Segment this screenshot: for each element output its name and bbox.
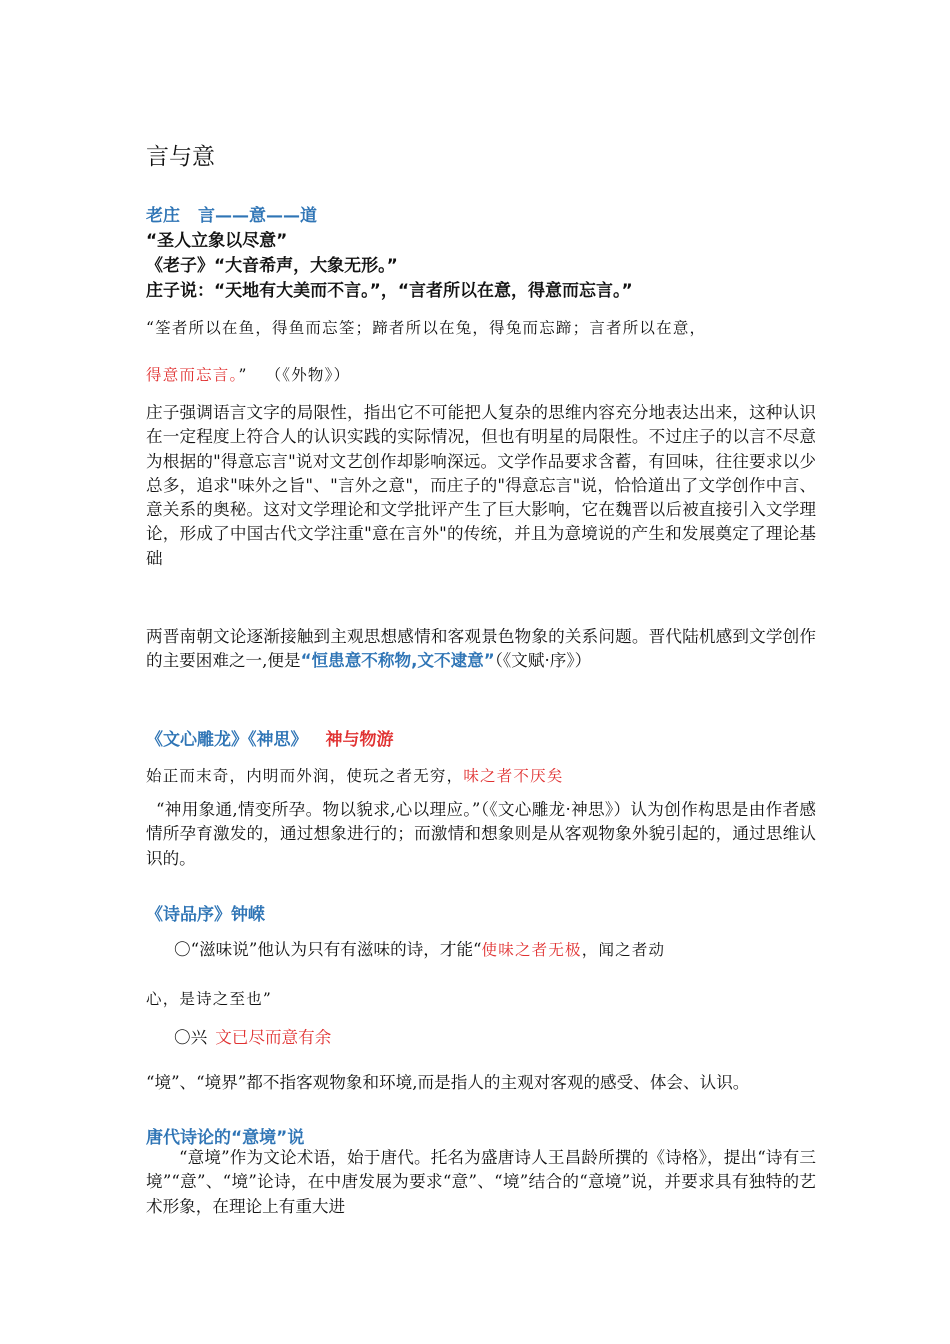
quote-red-text: 得意而忘言。 <box>146 366 239 384</box>
quote-zhuangzi: 庄子说：“天地有大美而不言。”，“言者所以在意，得意而忘言。” <box>146 281 633 301</box>
item-xing-text: 〇兴 <box>174 1028 208 1047</box>
heading-wenxin: 《文心雕龙》《神思》 <box>146 730 308 750</box>
line-shizheng-red: 味之者不厌矣 <box>463 767 564 785</box>
section-heading-wenxin <box>146 725 816 750</box>
quote-waiwu-line <box>146 363 816 385</box>
page-title: 言与意 <box>146 144 215 170</box>
item-ziwei <box>146 936 844 960</box>
heading-laozhuang: 老庄 <box>146 206 180 226</box>
quote-quan-line: “筌者所以在鱼，得鱼而忘筌；蹄者所以在兔，得兔而忘蹄；言者所以在意， <box>146 319 707 337</box>
quote-close-mark: ” <box>238 366 248 384</box>
paragraph-liangjin-highlight: “恒患意不称物,文不逮意” <box>300 651 495 671</box>
item-ziwei-text: 〇“滋味说”他认为只有有滋味的诗，才能“ <box>174 940 482 959</box>
heading-yan-yi-dao: 言——意——道 <box>198 206 317 226</box>
section-heading-yijing: 唐代诗论的“意境”说 <box>146 1128 305 1148</box>
paragraph-liangjin-source: （《文赋·序》） <box>494 651 592 671</box>
item-ziwei-red: 使味之者无极 <box>481 941 582 959</box>
item-ziwei-continued: 心，是诗之至也” <box>146 990 273 1008</box>
section-heading-shipin: 《诗品序》钟嵘 <box>146 905 265 925</box>
item-ziwei-tail: ，闻之者动 <box>581 941 666 959</box>
heading-shenyuwuyou: 神与物游 <box>325 730 394 750</box>
paragraph-zhuangzi: 庄子强调语言文字的局限性，指出它不可能把人复杂的思维内容充分地表达出来，这种认识在一定程度上符合人的认识实践的实际情况，但也有明星的局限性。不过庄子的以言不尽意为根据的"得意忘言"说对文艺创作却影响深远。文学作品要求含蓄，有回味，往往要求以少总多，追求"味外之旨"、"言外之意"，而庄子的"得意忘言"说，恰恰道出了文学创作中言、意关系的奥秘。这对文学理论和文学批评产生了巨大影响，它在魏晋以后被直接引入文学理论，形成了中国古代文学注重"意在言外"的传统，并且为意境说的产生和发展奠定了理论基础 <box>146 403 816 568</box>
quote-laozi: 《老子》“大音希声，大象无形。” <box>146 256 398 276</box>
section-heading-laozhuang <box>146 201 816 226</box>
item-xing-red: 文已尽而意有余 <box>215 1028 332 1047</box>
line-shizheng <box>146 764 816 786</box>
line-shizheng-text: 始正而末奇，内明而外润，使玩之者无穷， <box>146 767 464 785</box>
paragraph-yijing: “意境”作为文论术语，始于唐代。托名为盛唐诗人王昌龄所撰的《诗格》，提出“诗有三境”“意”、“境”论诗，在中唐发展为要求“意”、“境”结合的“意境”说，并要求具有独特的艺术形象，在理论上有重大进 <box>146 1148 816 1216</box>
paragraph-shenyong: “神用象通,情变所孕。物以貌求,心以理应。”（《文心雕龙·神思》）认为创作构思是由作者感情所孕育激发的，通过想象进行的；而激情和想象则是从客观物象外貌引起的，通过思维认识的。 <box>146 800 816 868</box>
paragraph-liangjin-text: 两晋南朝文论逐渐接触到主观思想感情和客观景色物象的关系问题。晋代陆机感到文学创作的主要困难之一,便是 <box>146 627 816 671</box>
item-xing <box>146 1024 844 1048</box>
quote-shengren: “圣人立象以尽意” <box>146 231 288 251</box>
quote-source: （《外物》） <box>265 366 351 384</box>
paragraph-jingjie: “境”、“境界”都不指客观物象和环境,而是指人的主观对客观的感受、体会、认识。 <box>146 1073 750 1092</box>
paragraph-liangjin <box>146 625 816 674</box>
